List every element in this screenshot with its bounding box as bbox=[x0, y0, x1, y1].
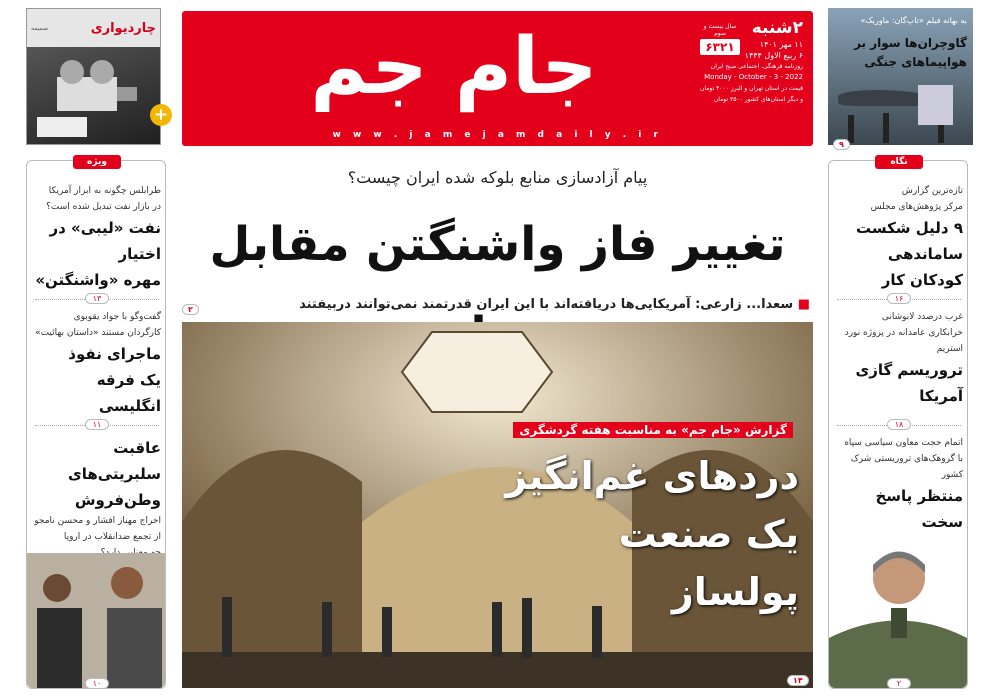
left-story-2-title-2: یک فرقه انگلیسی bbox=[96, 371, 161, 415]
right-page-number-3: ۲ bbox=[887, 678, 911, 689]
date-english: Monday - October - 3 - 2022 bbox=[704, 73, 803, 81]
left-story-3-title-2: وطن‌فروش bbox=[74, 491, 161, 509]
main-photo[interactable] bbox=[182, 322, 813, 688]
left-story-1-title-2: مهره «واشنگتن» bbox=[35, 271, 161, 289]
supplement-header bbox=[27, 9, 160, 47]
photo-kicker: گزارش «جام جم» به مناسبت هفته گردشگری bbox=[513, 422, 793, 438]
right-story-3-sub-2: با گروهک‌های تروریستی شرک کشور bbox=[850, 454, 963, 480]
lead-page-number: ۲ bbox=[182, 304, 199, 315]
issue-number: ۶۳۲۱ bbox=[700, 39, 740, 55]
date-hijri: ۶ ربیع الاول ۱۴۴۴ bbox=[744, 51, 803, 60]
camera-illustration bbox=[27, 47, 161, 145]
right-story-1-sub-1: تازه‌ترین گزارش bbox=[901, 186, 963, 196]
right-page-number-1: ۱۶ bbox=[887, 293, 911, 304]
plus-icon[interactable]: + bbox=[150, 104, 172, 126]
right-page-number-2: ۱۸ bbox=[887, 419, 911, 430]
left-story-3-sub-2: از تجمع ضدانقلاب در اروپا bbox=[63, 532, 161, 542]
right-story-2-title-2: آمریکا bbox=[919, 387, 963, 405]
left-column-tag: ویژه bbox=[73, 155, 121, 169]
promo-headline: گاوچران‌ها سوار بر هواپیماهای جنگی bbox=[854, 36, 967, 69]
left-story-3-title-1: عاقبت سلبریتی‌های bbox=[67, 439, 161, 483]
photo-page-number: ۱۴ bbox=[787, 675, 809, 686]
left-page-number-3: ۱۰ bbox=[85, 678, 109, 689]
weekday: ۲شنبه bbox=[751, 18, 803, 38]
issue-label: سال بیست و سوم bbox=[703, 23, 737, 37]
supplement-logo: چاردیواری bbox=[90, 20, 156, 36]
main-lead-text: سعدا... زارعی: آمریکایی‌ها دریافته‌اند با این ایران قدرتمند نمی‌توانند دربیفتند bbox=[299, 297, 794, 312]
right-story-1-title-2: ساماندهی کودکان کار bbox=[881, 245, 963, 289]
right-story-1-sub-2: مرکز پژوهش‌های مجلس bbox=[870, 202, 963, 212]
left-page-number-1: ۱۳ bbox=[85, 293, 109, 304]
left-story-2-title-1: ماجرای نفوذ bbox=[68, 345, 161, 363]
protest-photo bbox=[27, 553, 165, 688]
paper-subtitle: روزنامه فرهنگی، اجتماعی صبح ایران bbox=[710, 63, 803, 70]
price-line-2: و دیگر استان‌های کشور ۳۵۰۰ تومان bbox=[713, 96, 803, 103]
left-story-1-sub-2: در بازار نفت تبدیل شده است؟ bbox=[46, 202, 161, 212]
left-story-3-sub-1: اخراج مهناز افشار و محسن نامجو bbox=[34, 516, 161, 526]
hangar-illustration bbox=[828, 85, 973, 145]
left-story-2-sub-2: کارگردان مستند «داستان بهائیت» bbox=[35, 328, 161, 338]
photo-headline[interactable] bbox=[499, 447, 799, 621]
right-story-1[interactable] bbox=[835, 183, 963, 293]
left-story-3[interactable] bbox=[33, 435, 161, 561]
right-story-3-title-1: منتظر پاسخ سخت bbox=[875, 487, 963, 531]
main-headline[interactable]: تغییر فاز واشنگتن مقابل bbox=[209, 217, 786, 272]
main-kicker: پیام آزادسازی منابع بلوکه شده ایران چیست؟ bbox=[347, 168, 648, 187]
right-story-2[interactable] bbox=[835, 309, 963, 409]
right-column bbox=[828, 157, 968, 689]
photo-headline-line-2: یک صنعت پولساز bbox=[618, 512, 799, 614]
right-story-2-sub-1: غرب درصدد لابوشانی bbox=[881, 312, 963, 322]
protest-illustration bbox=[27, 553, 165, 688]
right-story-2-sub-2: خرابکاری عامدانه در پروژه نورد استریم bbox=[844, 328, 963, 354]
right-story-1-title-1: ۹ دلیل شکست bbox=[855, 219, 963, 237]
promo-kicker: به بهانه فیلم «تاپ‌گان: ماوریک» bbox=[860, 16, 967, 25]
masthead bbox=[182, 11, 813, 146]
date-persian: ۱۱ مهر ۱۴۰۱ bbox=[759, 40, 803, 49]
date-block bbox=[691, 17, 803, 105]
supplement-cover[interactable] bbox=[26, 8, 161, 145]
left-story-1[interactable] bbox=[33, 183, 161, 293]
right-story-3-sub-1: اتمام حجت معاون سیاسی سپاه bbox=[844, 438, 963, 448]
price-line-1: قیمت در استان تهران و البرز ۴۰۰۰ تومان bbox=[699, 85, 803, 92]
left-story-1-title-1: نفت «لیبی» در اختیار bbox=[49, 219, 161, 263]
left-story-2-sub-1: گفت‌وگو با جواد یقوبوی bbox=[73, 312, 161, 322]
bullet-icon: ■ bbox=[797, 297, 810, 312]
supplement-image bbox=[27, 47, 160, 145]
newspaper-logo[interactable]: جام جم bbox=[310, 22, 598, 112]
main-lead bbox=[210, 297, 810, 312]
promo-box[interactable] bbox=[828, 8, 973, 145]
left-column bbox=[26, 157, 166, 689]
portrait-illustration bbox=[829, 533, 967, 688]
left-page-number-2: ۱۱ bbox=[85, 419, 109, 430]
left-story-2[interactable] bbox=[33, 309, 161, 419]
left-story-1-sub-1: طرابلس چگونه به ابزار آمریکا bbox=[48, 186, 161, 196]
supplement-label: ضمیمه bbox=[31, 24, 49, 32]
photo-headline-line-1: دردهای غم‌انگیز bbox=[505, 454, 799, 498]
website-url[interactable]: w w w . j a m e j a m d a i l y . i r bbox=[332, 130, 663, 140]
promo-page-number: ۹ bbox=[833, 139, 850, 150]
right-story-2-title-1: تروریسم گازی bbox=[855, 361, 963, 379]
commander-photo bbox=[829, 533, 967, 688]
right-column-tag: نگاه bbox=[875, 155, 923, 169]
